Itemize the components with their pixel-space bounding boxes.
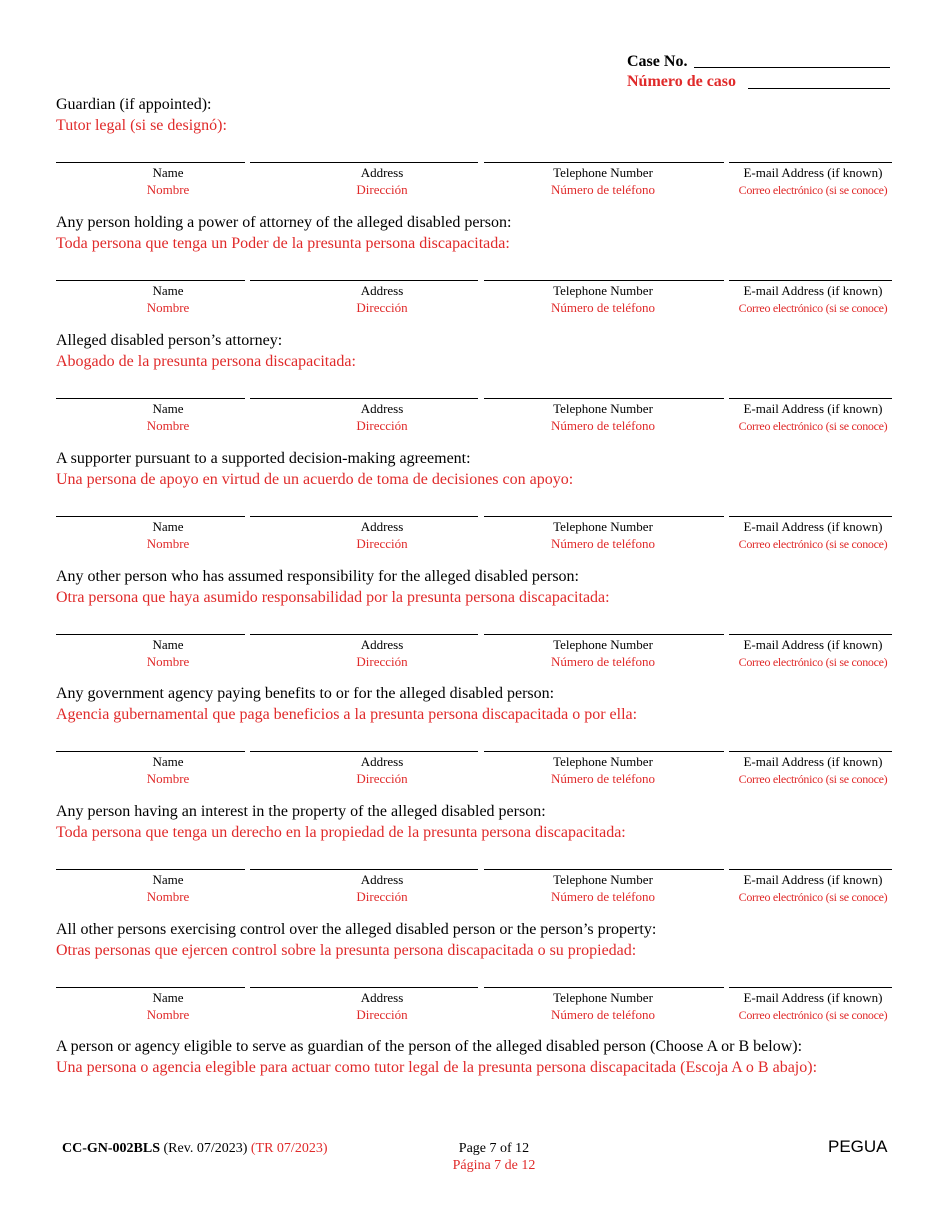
- section-label-en: All other persons exercising control over the alleged disabled person or the person’s property:: [56, 921, 657, 938]
- name-label-es: Nombre: [146, 536, 190, 551]
- address-field[interactable]: [250, 987, 478, 988]
- section-label-es: Otras personas que ejercen control sobre la presunta persona discapacitada o su propiedad:: [56, 942, 637, 959]
- section-label-es: Otra persona que haya asumido responsabilidad por la presunta persona discapacitada:: [56, 589, 610, 606]
- name-label: Name: [152, 401, 184, 416]
- name-field[interactable]: [56, 162, 245, 163]
- telephone-label: Telephone Number: [553, 283, 653, 298]
- telephone-label: Telephone Number: [553, 990, 653, 1005]
- name-label: Name: [152, 872, 184, 887]
- section-label-es: Tutor legal (si se designó):: [56, 117, 227, 134]
- telephone-label: Telephone Number: [553, 401, 653, 416]
- email-field[interactable]: [729, 634, 892, 635]
- telephone-label-es: Número de teléfono: [551, 182, 655, 197]
- telephone-field[interactable]: [484, 516, 724, 517]
- name-label-es: Nombre: [146, 182, 190, 197]
- address-label: Address: [360, 872, 404, 887]
- name-label: Name: [152, 754, 184, 769]
- section-eligible-guardian: [0, 1037, 950, 1087]
- name-label: Name: [152, 165, 184, 180]
- name-label: Name: [152, 283, 184, 298]
- email-label-es: Correo electrónico (si se conoce): [738, 183, 888, 197]
- section-label-en: Alleged disabled person’s attorney:: [56, 332, 283, 349]
- section-supporter: [0, 449, 950, 567]
- section-label-es: Agencia gubernamental que paga beneficios a la presunta persona discapacitada o por ella:: [56, 706, 638, 723]
- form-revision-info: [62, 1140, 327, 1158]
- name-field[interactable]: [56, 516, 245, 517]
- section-label-en: Guardian (if appointed):: [56, 96, 212, 113]
- telephone-label-es: Número de teléfono: [551, 1007, 655, 1022]
- case-no-label-es: Número de caso: [627, 73, 737, 90]
- telephone-label: Telephone Number: [553, 637, 653, 652]
- name-field[interactable]: [56, 280, 245, 281]
- section-property-interest: [0, 802, 950, 920]
- email-field[interactable]: [729, 516, 892, 517]
- section-guardian: [0, 95, 950, 213]
- section-label-es: Una persona o agencia elegible para actuar como tutor legal de la presunta persona discapacitada (Escoja A o B abajo):: [56, 1059, 818, 1076]
- address-field[interactable]: [250, 516, 478, 517]
- email-label: E-mail Address (if known): [743, 872, 883, 887]
- revision-date: (Rev. 07/2023): [163, 1141, 248, 1156]
- email-label-es: Correo electrónico (si se conoce): [738, 772, 888, 786]
- case-no-field[interactable]: [694, 67, 890, 68]
- section-label-es: Toda persona que tenga un Poder de la presunta persona discapacitada:: [56, 235, 510, 252]
- telephone-label: Telephone Number: [553, 872, 653, 887]
- section-label-en: Any other person who has assumed responsibility for the alleged disabled person:: [56, 568, 579, 585]
- address-field[interactable]: [250, 634, 478, 635]
- name-label-es: Nombre: [146, 418, 190, 433]
- email-field[interactable]: [729, 280, 892, 281]
- telephone-field[interactable]: [484, 280, 724, 281]
- address-label-es: Dirección: [356, 1007, 408, 1022]
- telephone-label: Telephone Number: [553, 519, 653, 534]
- telephone-label: Telephone Number: [553, 754, 653, 769]
- email-label-es: Correo electrónico (si se conoce): [738, 655, 888, 669]
- telephone-label: Telephone Number: [553, 165, 653, 180]
- email-field[interactable]: [729, 398, 892, 399]
- email-label-es: Correo electrónico (si se conoce): [738, 537, 888, 551]
- address-label: Address: [360, 519, 404, 534]
- email-field[interactable]: [729, 869, 892, 870]
- email-field[interactable]: [729, 987, 892, 988]
- email-field[interactable]: [729, 751, 892, 752]
- email-label-es: Correo electrónico (si se conoce): [738, 419, 888, 433]
- case-no-label: Case No.: [627, 53, 688, 70]
- email-label-es: Correo electrónico (si se conoce): [738, 301, 888, 315]
- section-label-en: A supporter pursuant to a supported decision-making agreement:: [56, 450, 471, 467]
- section-other-controllers: [0, 920, 950, 1038]
- address-label-es: Dirección: [356, 889, 408, 904]
- telephone-label-es: Número de teléfono: [551, 536, 655, 551]
- name-label-es: Nombre: [146, 771, 190, 786]
- email-label-es: Correo electrónico (si se conoce): [738, 1008, 888, 1022]
- name-label-es: Nombre: [146, 300, 190, 315]
- telephone-label-es: Número de teléfono: [551, 300, 655, 315]
- address-field[interactable]: [250, 751, 478, 752]
- telephone-field[interactable]: [484, 398, 724, 399]
- address-label: Address: [360, 283, 404, 298]
- email-label: E-mail Address (if known): [743, 401, 883, 416]
- email-label: E-mail Address (if known): [743, 990, 883, 1005]
- telephone-label-es: Número de teléfono: [551, 889, 655, 904]
- address-field[interactable]: [250, 869, 478, 870]
- email-label: E-mail Address (if known): [743, 754, 883, 769]
- form-id: CC-GN-002BLS: [62, 1141, 161, 1156]
- telephone-label-es: Número de teléfono: [551, 654, 655, 669]
- address-field[interactable]: [250, 280, 478, 281]
- address-field[interactable]: [250, 162, 478, 163]
- telephone-field[interactable]: [484, 162, 724, 163]
- name-label-es: Nombre: [146, 1007, 190, 1022]
- address-label: Address: [360, 165, 404, 180]
- address-label-es: Dirección: [356, 182, 408, 197]
- address-label-es: Dirección: [356, 654, 408, 669]
- section-government-agency: [0, 684, 950, 802]
- address-label-es: Dirección: [356, 300, 408, 315]
- name-field[interactable]: [56, 398, 245, 399]
- address-label-es: Dirección: [356, 771, 408, 786]
- name-label: Name: [152, 637, 184, 652]
- case-no-field-es[interactable]: [748, 88, 890, 89]
- telephone-label-es: Número de teléfono: [551, 771, 655, 786]
- address-label: Address: [360, 990, 404, 1005]
- section-label-en: Any person holding a power of attorney of the alleged disabled person:: [56, 214, 512, 231]
- section-power-of-attorney: [0, 213, 950, 331]
- name-label: Name: [152, 519, 184, 534]
- name-field[interactable]: [56, 751, 245, 752]
- name-field[interactable]: [56, 869, 245, 870]
- address-label: Address: [360, 754, 404, 769]
- address-field[interactable]: [250, 398, 478, 399]
- name-label-es: Nombre: [146, 889, 190, 904]
- page-number: Page 7 of 12: [458, 1141, 530, 1156]
- address-label: Address: [360, 401, 404, 416]
- email-label-es: Correo electrónico (si se conoce): [738, 890, 888, 904]
- email-label: E-mail Address (if known): [743, 637, 883, 652]
- email-label: E-mail Address (if known): [743, 283, 883, 298]
- email-label: E-mail Address (if known): [743, 165, 883, 180]
- telephone-field[interactable]: [484, 987, 724, 988]
- section-responsible-person: [0, 567, 950, 685]
- section-label-en: A person or agency eligible to serve as guardian of the person of the alleged disabled person (Choose A or B below):: [56, 1038, 803, 1055]
- telephone-label-es: Número de teléfono: [551, 418, 655, 433]
- language-code: PEGUA: [828, 1137, 888, 1156]
- section-label-en: Any person having an interest in the property of the alleged disabled person:: [56, 803, 546, 820]
- telephone-field[interactable]: [484, 869, 724, 870]
- email-label: E-mail Address (if known): [743, 519, 883, 534]
- section-label-es: Toda persona que tenga un derecho en la propiedad de la presunta persona discapacitada:: [56, 824, 626, 841]
- email-field[interactable]: [729, 162, 892, 163]
- telephone-field[interactable]: [484, 751, 724, 752]
- address-label: Address: [360, 637, 404, 652]
- telephone-field[interactable]: [484, 634, 724, 635]
- translation-revision-date: (TR 07/2023): [250, 1141, 328, 1156]
- page-number-es: Página 7 de 12: [452, 1158, 536, 1173]
- section-label-es: Una persona de apoyo en virtud de un acuerdo de toma de decisiones con apoyo:: [56, 471, 574, 488]
- address-label-es: Dirección: [356, 536, 408, 551]
- address-label-es: Dirección: [356, 418, 408, 433]
- name-field[interactable]: [56, 634, 245, 635]
- section-label-es: Abogado de la presunta persona discapacitada:: [56, 353, 356, 370]
- section-label-en: Any government agency paying benefits to or for the alleged disabled person:: [56, 685, 555, 702]
- name-field[interactable]: [56, 987, 245, 988]
- name-label-es: Nombre: [146, 654, 190, 669]
- name-label: Name: [152, 990, 184, 1005]
- section-attorney: [0, 331, 950, 449]
